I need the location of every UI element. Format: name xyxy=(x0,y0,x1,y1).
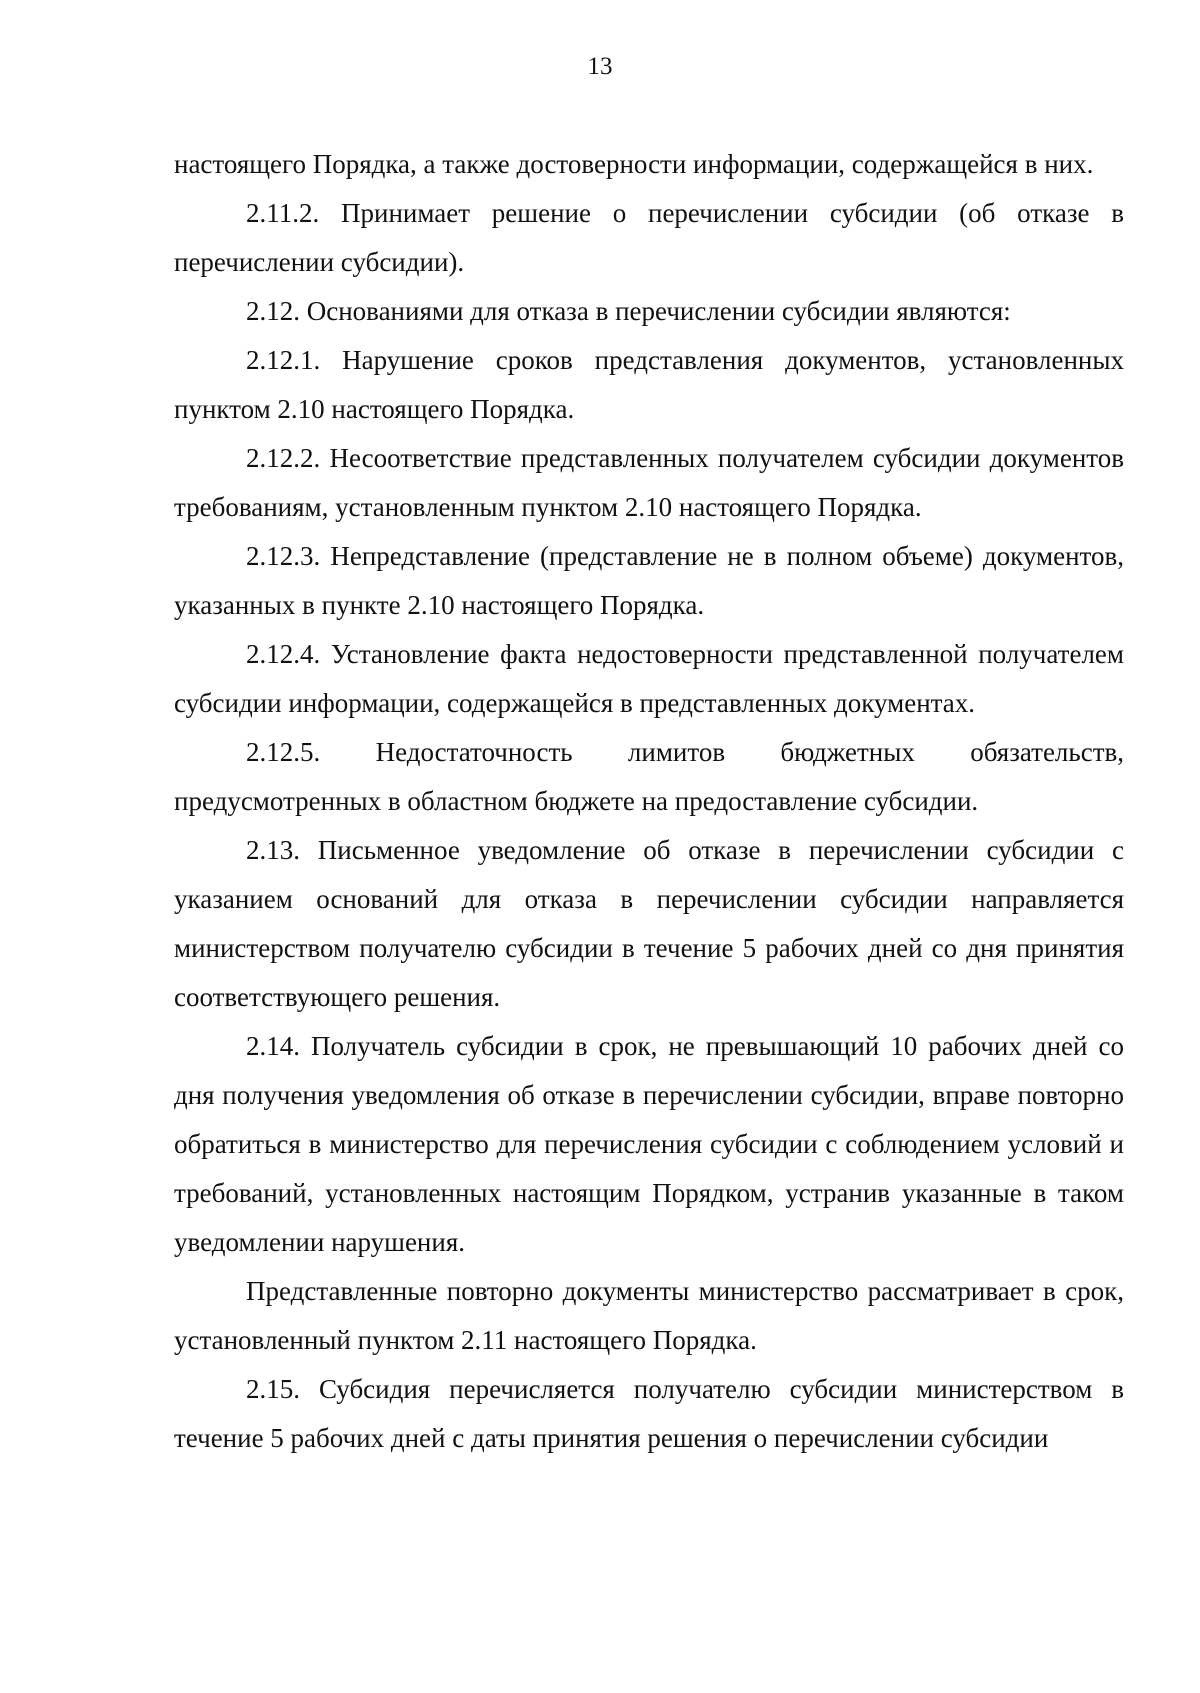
paragraph: 2.12.3. Непредставление (представление не в полном объеме) документов, указанных в пункте 2.10 настоящего Порядка. xyxy=(174,541,1124,620)
paragraph: 2.12.5. Недостаточность лимитов бюджетных обязательств, предусмотренных в областном бюджете на предоставление субсидии. xyxy=(174,737,1124,816)
paragraph: 2.11.2. Принимает решение о перечислении субсидии (об отказе в перечислении субсидии). xyxy=(174,198,1124,277)
paragraph: 2.12.2. Несоответствие представленных получателем субсидии документов требованиям, установленным пунктом 2.10 настоящего Порядка. xyxy=(174,443,1124,522)
paragraph: 2.13. Письменное уведомление об отказе в перечислении субсидии с указанием оснований для отказа в перечислении субсидии направляется министерством получателю субсидии в течение 5 рабочих дней со дня принятия соответствующего решения. xyxy=(174,835,1124,1012)
page-number: 13 xyxy=(587,53,613,80)
document-body xyxy=(174,140,1124,1463)
paragraph: 2.12.4. Установление факта недостоверности представленной получателем субсидии информации, содержащейся в представленных документах. xyxy=(174,639,1124,718)
paragraph: 2.15. Субсидия перечисляется получателю субсидии министерством в течение 5 рабочих дней с даты принятия решения о перечислении субсидии xyxy=(174,1374,1124,1453)
paragraph: 2.12.1. Нарушение сроков представления документов, установленных пунктом 2.10 настоящего Порядка. xyxy=(174,345,1124,424)
paragraph: Представленные повторно документы министерство рассматривает в срок, установленный пунктом 2.11 настоящего Порядка. xyxy=(174,1276,1124,1355)
paragraph: 2.12. Основаниями для отказа в перечислении субсидии являются: xyxy=(246,296,1011,326)
paragraph: настоящего Порядка, а также достоверности информации, содержащейся в них. xyxy=(174,149,1094,179)
paragraph: 2.14. Получатель субсидии в срок, не превышающий 10 рабочих дней со дня получения уведомления об отказе в перечислении субсидии, вправе повторно обратиться в министерство для перечисления субсидии с соблюдением условий и требований, установленных настоящим Порядком, устранив указанные в таком уведомлении нарушения. xyxy=(174,1031,1124,1257)
